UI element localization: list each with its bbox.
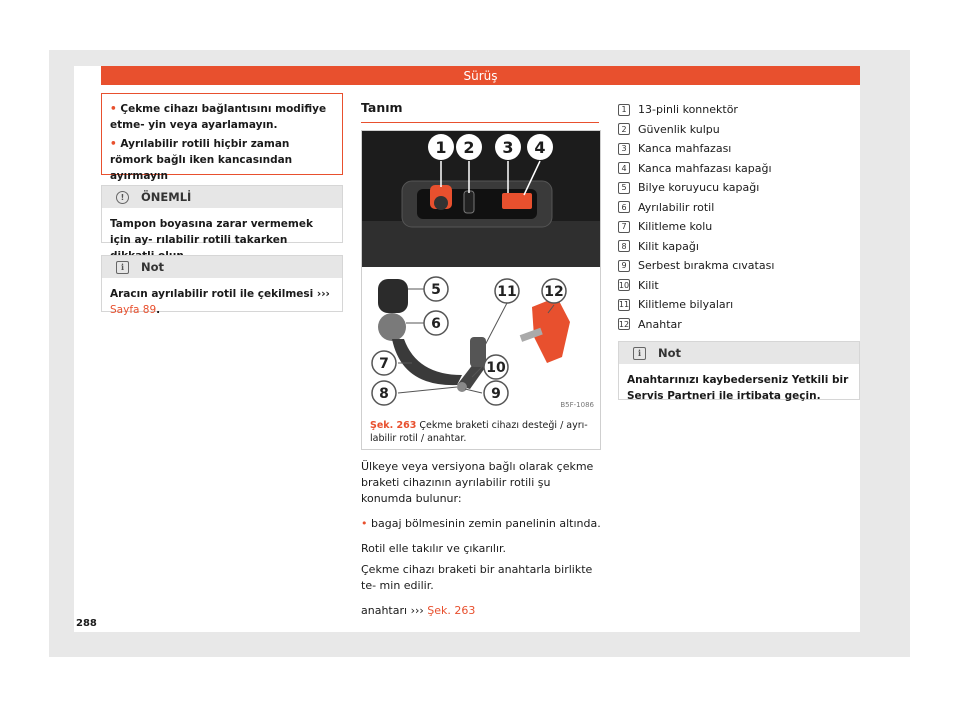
page-number: 288 [76,618,97,629]
parts-list-item [618,217,858,237]
hitch-housing-photo [362,131,600,267]
callout-12 [542,279,566,303]
item-label: Serbest bırakma cıvatası [638,259,775,273]
item-number: 1 [618,104,630,116]
item-number: 10 [618,280,630,290]
item-number: 11 [618,300,630,310]
paragraph-manual: Rotil elle takılır ve çıkarılır. [361,542,507,555]
item-number: 3 [618,143,630,155]
figure-reference: anahtarı ››› Şek. 263 [361,604,476,617]
note-header: i Not [102,256,342,278]
callout-6 [424,311,448,335]
callout-9 [484,381,508,405]
svg-text:2: 2 [463,138,475,157]
item-label: Kilit [638,278,659,292]
paragraph-key: Çekme cihazı braketi bir anahtarla birlikte te- min edilir. [361,563,593,592]
info-icon: i [633,347,646,360]
figure-link[interactable]: Şek. 263 [427,604,476,617]
item-number: 4 [618,162,630,174]
key-note-header: i Not [619,342,859,364]
item-number: 8 [618,240,630,252]
item-label: Kanca mahfazası kapağı [638,161,772,175]
callout-2 [456,134,482,160]
parts-list-item [618,256,858,276]
item-label: Kilit kapağı [638,239,699,253]
paragraph-location: Ülkeye veya versiyona bağlı olarak çekme braketi cihazının ayrılabilir rotili şu konumda bulunur: [361,460,594,505]
item-number: 2 [618,123,630,135]
item-label: Ayrılabilir rotil [638,200,715,214]
callout-10 [484,355,508,379]
parts-list-item [618,237,858,257]
page-link[interactable]: Sayfa 89 [110,304,157,316]
parts-list-item [618,295,858,315]
svg-text:12: 12 [544,284,564,300]
item-label: 13-pinli konnektör [638,103,738,117]
item-label: Güvenlik kulpu [638,122,720,136]
parts-list-item [618,120,858,140]
callout-3 [495,134,521,160]
callout-7 [372,351,396,375]
svg-text:9: 9 [491,386,501,402]
item-number: 5 [618,182,630,194]
item-label: Kilitleme kolu [638,220,713,234]
callout-5 [424,277,448,301]
item-label: Bilye koruyucu kapağı [638,181,760,195]
section-title: Tanım [361,100,599,123]
callout-8 [372,381,396,405]
warning-bullet: • Çekme cihazı bağlantısını modifiye etme- yin veya ayarlamayın. [110,103,327,131]
parts-list-item [618,198,858,218]
parts-list-item [618,178,858,198]
notice-header: ! ÖNEMLİ [102,186,342,208]
parts-list [618,100,858,334]
item-number: 6 [618,201,630,213]
notice-icon: ! [116,191,129,204]
item-label: Kanca mahfazası [638,142,732,156]
notice-text: Tampon boyasına zarar vermemek için ay- rılabilir rotili takarken [110,218,313,246]
parts-list-item [618,159,858,179]
item-number: 9 [618,260,630,272]
callout-4 [527,134,553,160]
svg-text:5: 5 [431,282,441,298]
location-bullet: • bagaj bölmesinin zemin panelinin altında. [361,517,601,530]
item-number: 12 [618,319,630,329]
note-box [101,255,343,316]
callout-11 [495,279,519,303]
svg-text:10: 10 [486,360,506,376]
callout-1 [428,134,454,160]
warning-bullet: • Ayrılabilir rotili hiçbir zaman römork bağlı iken kancasından ayırmayın [110,138,293,182]
hitch-housing-illustration [362,131,600,267]
svg-text:6: 6 [431,316,441,332]
tow-ball-illustration [362,267,600,411]
note-text: Aracın ayrılabilir rotil ile çekilmesi ››› Sayfa 89. [110,288,330,316]
svg-text:3: 3 [502,138,514,157]
figure-caption: Şek. 263 Çekme braketi cihazı desteği / ayrı- labilir rotil / anahtar. [370,420,588,444]
svg-text:8: 8 [379,386,389,402]
tow-ball-photo [362,267,600,411]
svg-text:4: 4 [534,138,546,157]
svg-text:7: 7 [379,356,389,372]
parts-list-item [618,100,858,120]
warning-box [101,93,343,182]
parts-list-item [618,139,858,159]
key-note-box [618,341,860,400]
parts-list-item [618,276,858,296]
parts-list-item [618,315,858,335]
item-label: Anahtar [638,317,682,331]
item-number: 7 [618,221,630,233]
figure-code: B5F-1086 [560,401,594,409]
figure-263 [361,130,601,450]
svg-text:11: 11 [497,284,517,300]
info-icon: i [116,261,129,274]
notice-box [101,185,343,246]
svg-text:1: 1 [435,138,447,157]
chapter-header: Sürüş [101,66,860,85]
key-note-text: Anahtarınızı kaybederseniz Yetkili bir Servis Partneri ile irtibata geçin. [627,374,849,402]
item-label: Kilitleme bilyaları [638,298,734,312]
